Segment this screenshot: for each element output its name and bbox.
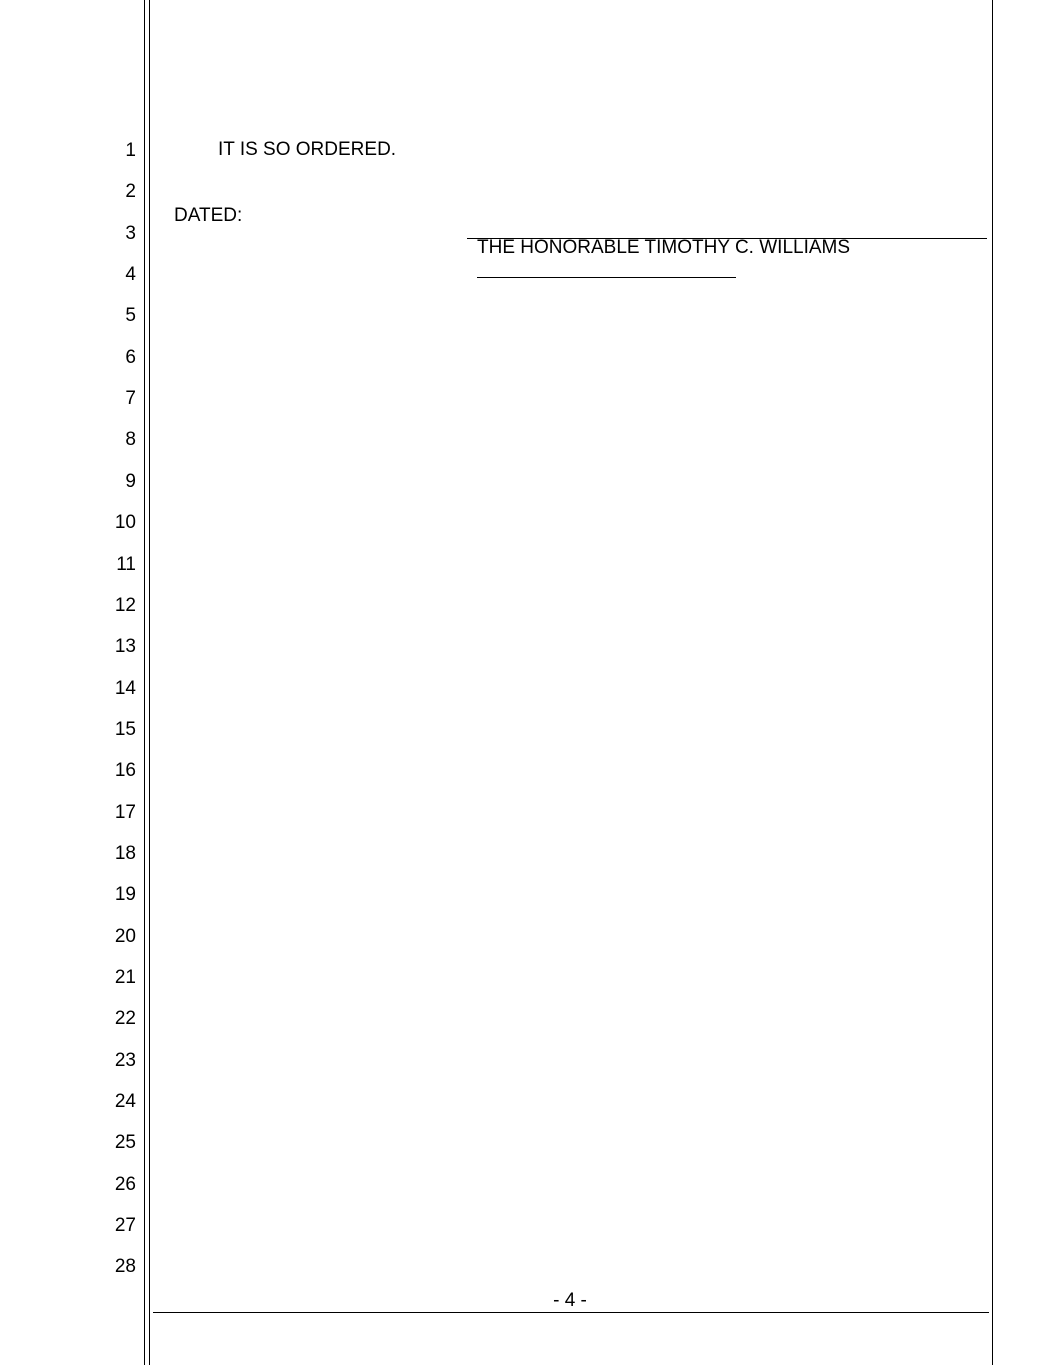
line-number: 18 [114,842,136,864]
dated-label: DATED: [174,205,243,226]
line-number: 5 [125,305,136,327]
line-number: 3 [125,222,136,244]
line-number: 15 [114,718,136,740]
line-number: 20 [114,925,136,947]
line-number: 17 [114,801,136,823]
page-number: - 4 - [553,1290,587,1311]
line-number: 14 [114,677,136,699]
line-number: 28 [114,1256,136,1278]
judge-name: THE HONORABLE TIMOTHY C. WILLIAMS [477,237,851,258]
line-number: 22 [114,1008,136,1030]
line-number: 10 [114,512,136,534]
judge-name-underline [477,277,736,278]
line-number-column [90,0,136,1365]
order-statement: IT IS SO ORDERED. [218,139,397,160]
line-number: 21 [114,967,136,988]
line-number: 13 [114,636,136,658]
line-number: 9 [125,470,136,492]
line-number: 4 [125,264,136,286]
line-number: 7 [125,388,136,410]
line-number: 1 [125,140,136,161]
line-number: 26 [114,1173,136,1195]
footer-rule [153,1312,989,1313]
left-margin-rule-outer [144,0,145,1365]
line-number: 27 [114,1215,136,1237]
line-number: 19 [114,884,136,906]
left-margin-rule-inner [149,0,150,1365]
line-number: 24 [114,1091,136,1113]
line-number: 11 [116,553,136,575]
line-number: 16 [114,760,136,782]
line-number: 25 [114,1132,136,1154]
line-number: 2 [125,181,136,203]
line-number: 12 [114,594,136,616]
line-number: 8 [125,429,136,451]
line-number: 6 [125,346,136,368]
right-margin-rule [992,0,993,1365]
line-number: 23 [114,1049,136,1071]
